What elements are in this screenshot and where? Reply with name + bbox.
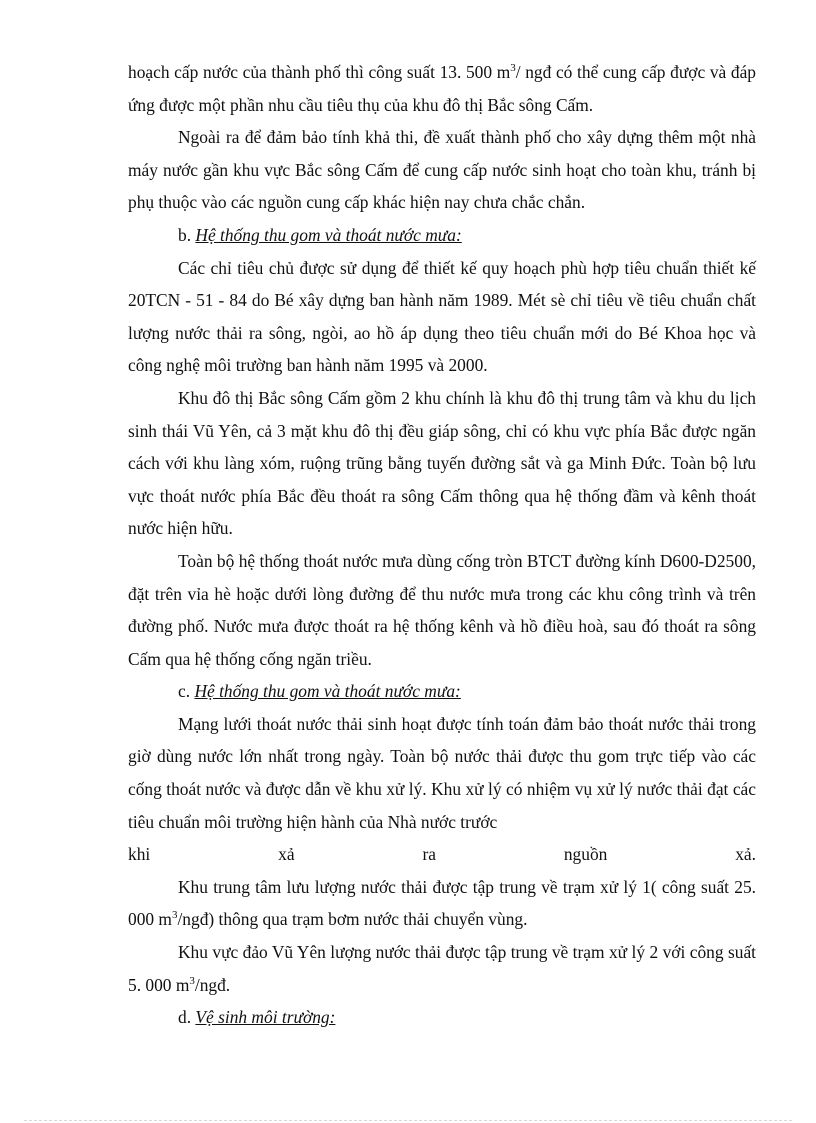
section-letter: c. [178,681,191,702]
section-title: Hệ thống thu gom và thoát nước mưa: [195,224,462,245]
paragraph-new-water-plant: Ngoài ra để đảm bảo tính khả thi, đề xuất thành phố cho xây dựng thêm một nhà máy nước gần khu vực Bắc sông Cấm để cung cấp nước sinh hoạt cho toàn khu, tránh bị phụ thuộc vào các nguồn cung cấp khác hiện nay chưa chắc chắn. [128,127,756,213]
paragraph-urban-area-description: Khu đô thị Bắc sông Cấm gồm 2 khu chính là khu đô thị trung tâm và khu du lịch sinh thái Vũ Yên, cả 3 mặt khu đô thị đều giáp sông, chỉ có khu vực phía Bắc được ngăn cách với khu làng xóm, ruộng trũng bằng tuyến đường sắt và ga Minh Đức. Toàn bộ lưu vực thoát nước phía Bắc đều thoát ra sông Cấm thông qua hệ thống đầm và kênh thoát nước hiện hữu. [128,387,756,539]
paragraph-water-supply-capacity: hoạch cấp nước của thành phố thì công suất 13. 500 $m^3/$ ngđ có thể cung cấp được và đáp ứng được một phần nhu cầu tiêu thụ của khu đô thị Bắc sông Cấm. [128,62,757,115]
superscript: 3 [510,62,516,75]
paragraph-rainwater-drainage: Toàn bộ hệ thống thoát nước mưa dùng cống tròn BTCT đường kính D600-D2500, đặt trên vỉa hè hoặc dưới lòng đường để thu nước mưa trong các khu công trình và trên đường phố. Nước mưa được thoát ra hệ thống kênh và hồ điều hoà, sau đó thoát ra sông Cấm qua hệ thống cống ngăn triều. [128,550,756,669]
section-title: Vệ sinh môi trường: [195,1007,336,1028]
section-heading-d [128,1001,756,1034]
paragraph-treatment-plant-2: Khu vực đảo Vũ Yên lượng nước thải được tập trung về trạm xử lý 2 với công suất 5. 000 $m^3$/ngđ. [128,942,756,995]
page-bottom-rule [24,1120,792,1121]
document-page [128,56,756,1034]
superscript: 3 [171,909,178,922]
superscript: 3 [189,974,195,987]
paragraph-treatment-plant-1: Khu trung tâm lưu lượng nước thải được tập trung về trạm xử lý 1( công suất 25. 000 $m^3/ngđ$) thông qua trạm bơm nước thải chuyển vùng. [128,876,756,930]
section-letter: d. [178,1007,192,1028]
paragraph-design-standards: Các chỉ tiêu chủ được sử dụng để thiết kế quy hoạch phù hợp tiêu chuẩn thiết kế 20TCN - 51 - 84 do Bé xây dựng ban hành năm 1989. Mét sè chỉ tiêu về tiêu chuẩn chất lượng nước thải ra sông, ngòi, ao hồ áp dụng theo tiêu chuẩn mới do Bé Khoa học và công nghệ môi trường ban hành năm 1995 và 2000. [128,257,756,376]
paragraph-wastewater-network: Mạng lưới thoát nước thải sinh hoạt được tính toán đảm bảo thoát nước thải trong giờ dùng nước lớn nhất trong ngày. Toàn bộ nước thải được thu gom trực tiếp vào các cống thoát nước và được dẫn về khu xử lý. Khu xử lý có nhiệm vụ xử lý nước thải đạt các tiêu chuẩn môi trường hiện hành của Nhà nước trước [128,713,756,832]
section-heading-b [128,219,756,252]
paragraph-wastewater-network-last-line: khi xả ra nguồn xả. [128,844,756,865]
section-heading-c [128,675,756,708]
section-letter: b. [178,224,192,245]
section-title: Hệ thống thu gom và thoát nước mưa: [194,681,461,702]
